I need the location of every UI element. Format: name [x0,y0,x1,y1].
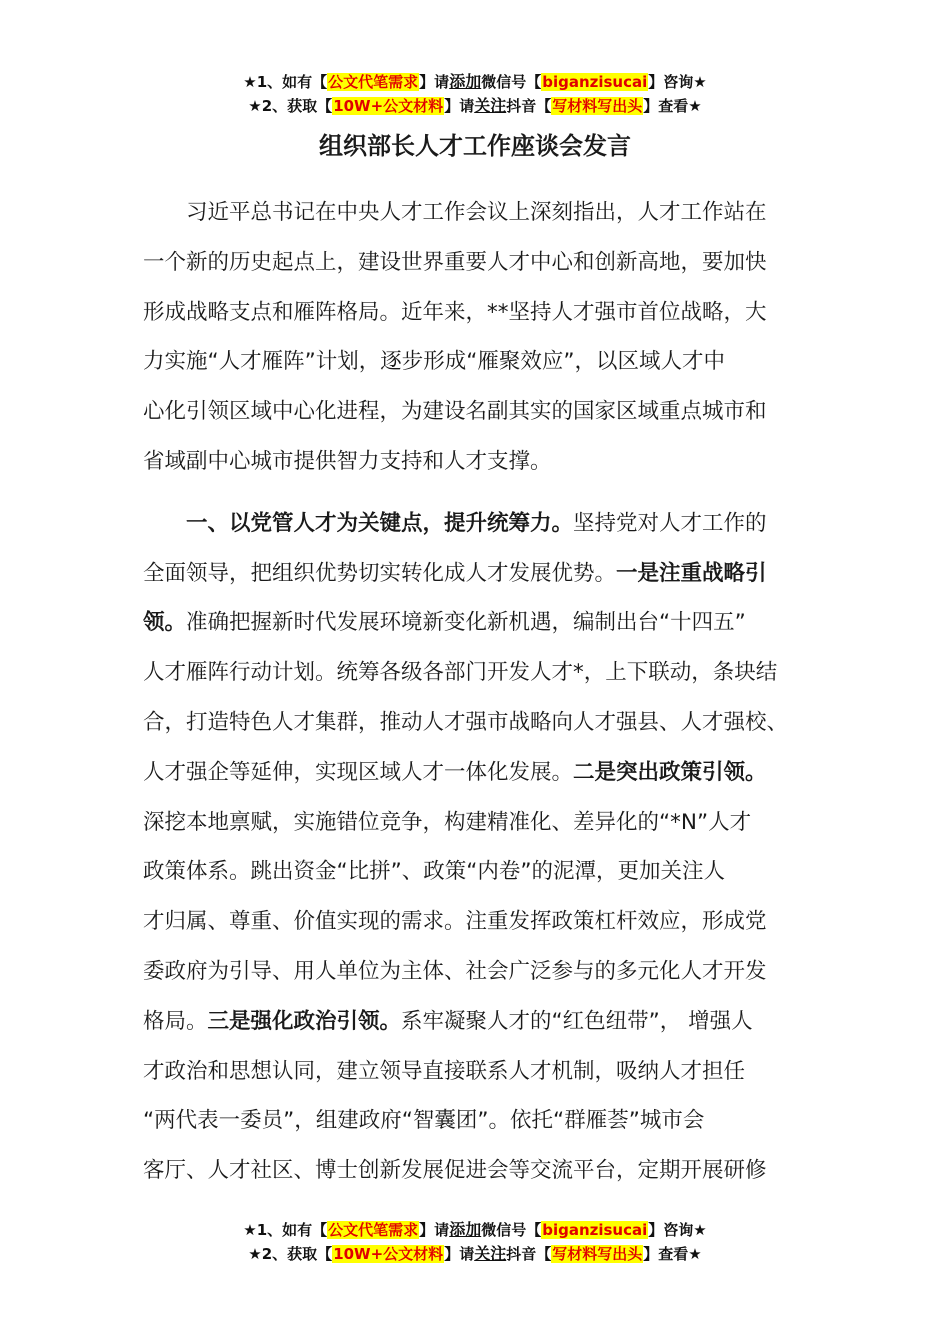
promo-line-2: ★2、获取【10W+公文材料】请关注抖音【写材料写出头】查看★ [248,1244,702,1263]
text-line: 深挖本地禀赋，实施错位竞争，构建精准化、差异化的“*N”人才 [143,809,752,835]
text-line: 客厅、人才社区、博士创新发展促进会等交流平台，定期开展研修 [143,1158,767,1184]
point-heading-1-cont: 领。 [143,610,187,636]
highlight-douyin-name: 写材料写出头 [552,1245,643,1263]
text-line: 一、以党管人才为关键点，提升统筹力。坚持党对人才工作的 [186,510,767,536]
text-line: 人才雁阵行动计划。统筹各级各部门开发人才*，上下联动，条块结 [143,660,778,686]
highlight-douyin-name: 写材料写出头 [552,97,643,115]
text-line: 人才强企等延伸，实现区域人才一体化发展。二是突出政策引领。 [143,759,767,785]
paragraph-section-1 [143,499,811,1196]
highlight-wechat-id: biganzisucai [542,73,648,91]
promo-line-1: ★1、如有【公文代笔需求】请添加微信号【biganzisucai】咨询★ [243,72,707,91]
promo-line-1: ★1、如有【公文代笔需求】请添加微信号【biganzisucai】咨询★ [243,1220,707,1239]
text-line: 才归属、尊重、价值实现的需求。注重发挥政策杠杆效应，形成党 [143,909,767,935]
paragraph-intro [143,188,811,487]
footer-promo-banner [0,1218,950,1266]
promo-line-2: ★2、获取【10W+公文材料】请关注抖音【写材料写出头】查看★ [248,96,702,115]
header-promo-banner [0,70,950,118]
text-line: “两代表一委员”，组建政府“智囊团”。依托“群雁荟”城市会 [143,1108,705,1134]
text-line: 全面领导，把组织优势切实转化成人才发展优势。一是注重战略引 [143,560,767,586]
text-line: 政策体系。跳出资金“比拼”、政策“内卷”的泥潭，更加关注人 [143,859,726,885]
document-body [143,188,811,1196]
point-heading-1: 一是注重战略引 [616,560,767,586]
highlight-materials: 10W+公文材料 [333,97,444,115]
text-line: 形成战略支点和雁阵格局。近年来，**坚持人才强市首位战略，大 [143,299,767,325]
text-line: 习近平总书记在中央人才工作会议上深刻指出，人才工作站在 [186,200,767,225]
text-line: 心化引领区域中心化进程，为建设名副其实的国家区域重点城市和 [143,399,767,425]
text-line: 才政治和思想认同，建立领导直接联系人才机制，吸纳人才担任 [143,1058,746,1084]
highlight-materials: 10W+公文材料 [333,1245,444,1263]
highlight-service: 公文代笔需求 [328,73,419,91]
highlight-wechat-id: biganzisucai [542,1221,648,1239]
text-line: 一个新的历史起点上，建设世界重要人才中心和创新高地，要加快 [143,249,767,275]
point-heading-3: 三是强化政治引领。 [207,1008,402,1034]
paragraph-spacer [143,487,811,499]
document-title: 组织部长人才工作座谈会发言 [319,132,631,160]
text-line: 合，打造特色人才集群，推动人才强市战略向人才强县、人才强校、 [143,709,789,735]
section-heading: 一、以党管人才为关键点，提升统筹力。 [186,510,574,536]
highlight-service: 公文代笔需求 [328,1221,419,1239]
text-line: 委政府为引导、用人单位为主体、社会广泛参与的多元化人才开发 [143,958,767,984]
text-line: 力实施“人才雁阵”计划，逐步形成“雁聚效应”，以区域人才中 [143,349,726,375]
point-heading-2: 二是突出政策引领。 [573,759,767,785]
text-line: 领。准确把握新时代发展环境新变化新机遇，编制出台“十四五” [143,610,746,636]
text-line: 省域副中心城市提供智力支持和人才支撑。 [143,448,552,474]
text-line: 格局。三是强化政治引领。系牢凝聚人才的“红色纽带”， 增强人 [143,1008,753,1034]
